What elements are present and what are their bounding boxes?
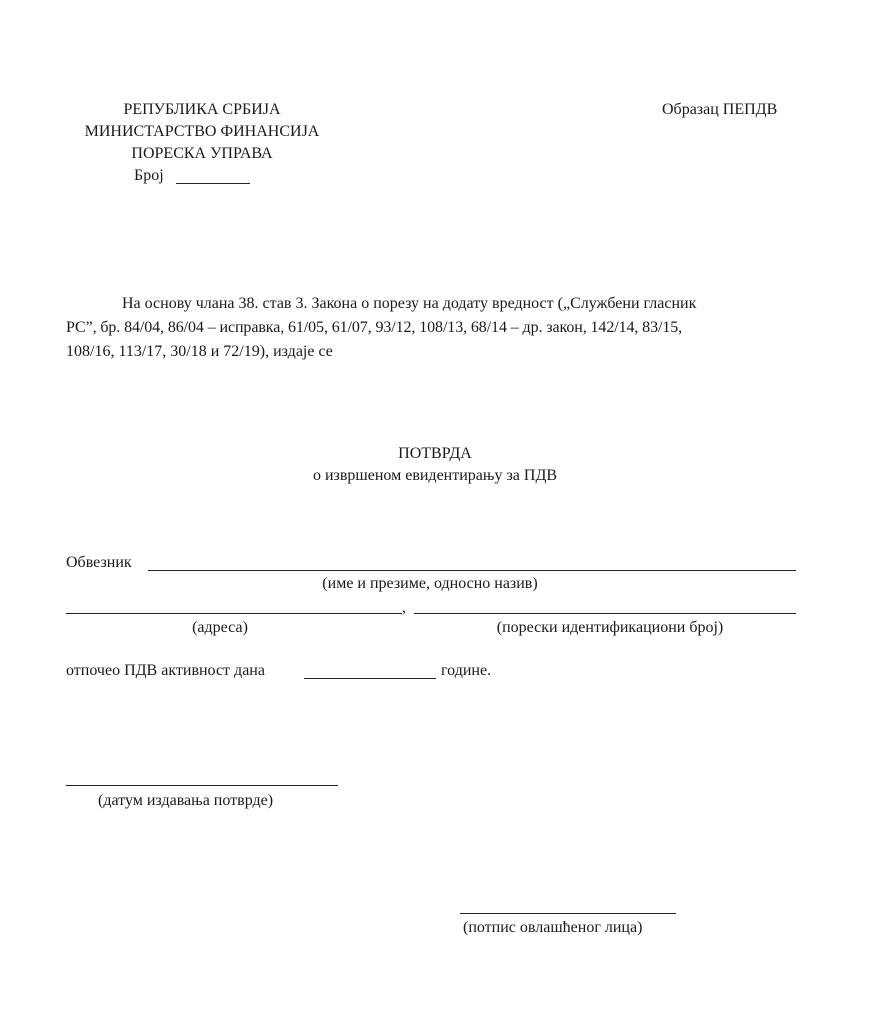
address-line (66, 613, 402, 614)
intro-line-3: 108/16, 113/17, 30/18 и 72/19), издаје се (66, 343, 333, 360)
document-title: ПОТВРДА (398, 445, 472, 462)
activity-date-line (304, 678, 436, 679)
intro-paragraph (66, 292, 806, 364)
header-republic: РЕПУБЛИКА СРБИЈА (123, 101, 281, 118)
taxpayer-label: Обвезник (66, 554, 132, 571)
taxpayer-line (148, 570, 796, 571)
tin-line (414, 613, 796, 614)
tin-caption: (порески идентификациони број) (496, 619, 724, 636)
activity-prefix: отпочео ПДВ активност дана (66, 662, 265, 679)
number-line (176, 183, 250, 184)
signature-caption: (потпис овлашћеног лица) (463, 919, 643, 936)
header-administration: ПОРЕСКА УПРАВА (131, 145, 273, 162)
intro-line-2: РС”, бр. 84/04, 86/04 – исправка, 61/05, 61/07, 93/12, 108/13, 68/14 – др. закон, 142/14, 83/15, (66, 319, 683, 336)
header-ministry: МИНИСТАРСТВО ФИНАНСИЈА (84, 123, 320, 140)
signature-line (460, 913, 676, 914)
activity-suffix: године. (441, 662, 492, 679)
taxpayer-caption: (име и презиме, односно назив) (322, 575, 538, 592)
document-subtitle: о извршеном евидентирању за ПДВ (312, 467, 558, 484)
form-code: Образац ПЕПДВ (662, 101, 778, 118)
issue-date-line (66, 785, 338, 786)
address-tin-comma: , (402, 599, 406, 616)
issue-date-caption: (датум издавања потврде) (98, 792, 274, 809)
number-label: Број (134, 167, 164, 184)
intro-line-1: На основу члана 38. став 3. Закона о порезу на додату вредност („Службени гласник (122, 295, 697, 312)
address-caption: (адреса) (192, 619, 248, 636)
